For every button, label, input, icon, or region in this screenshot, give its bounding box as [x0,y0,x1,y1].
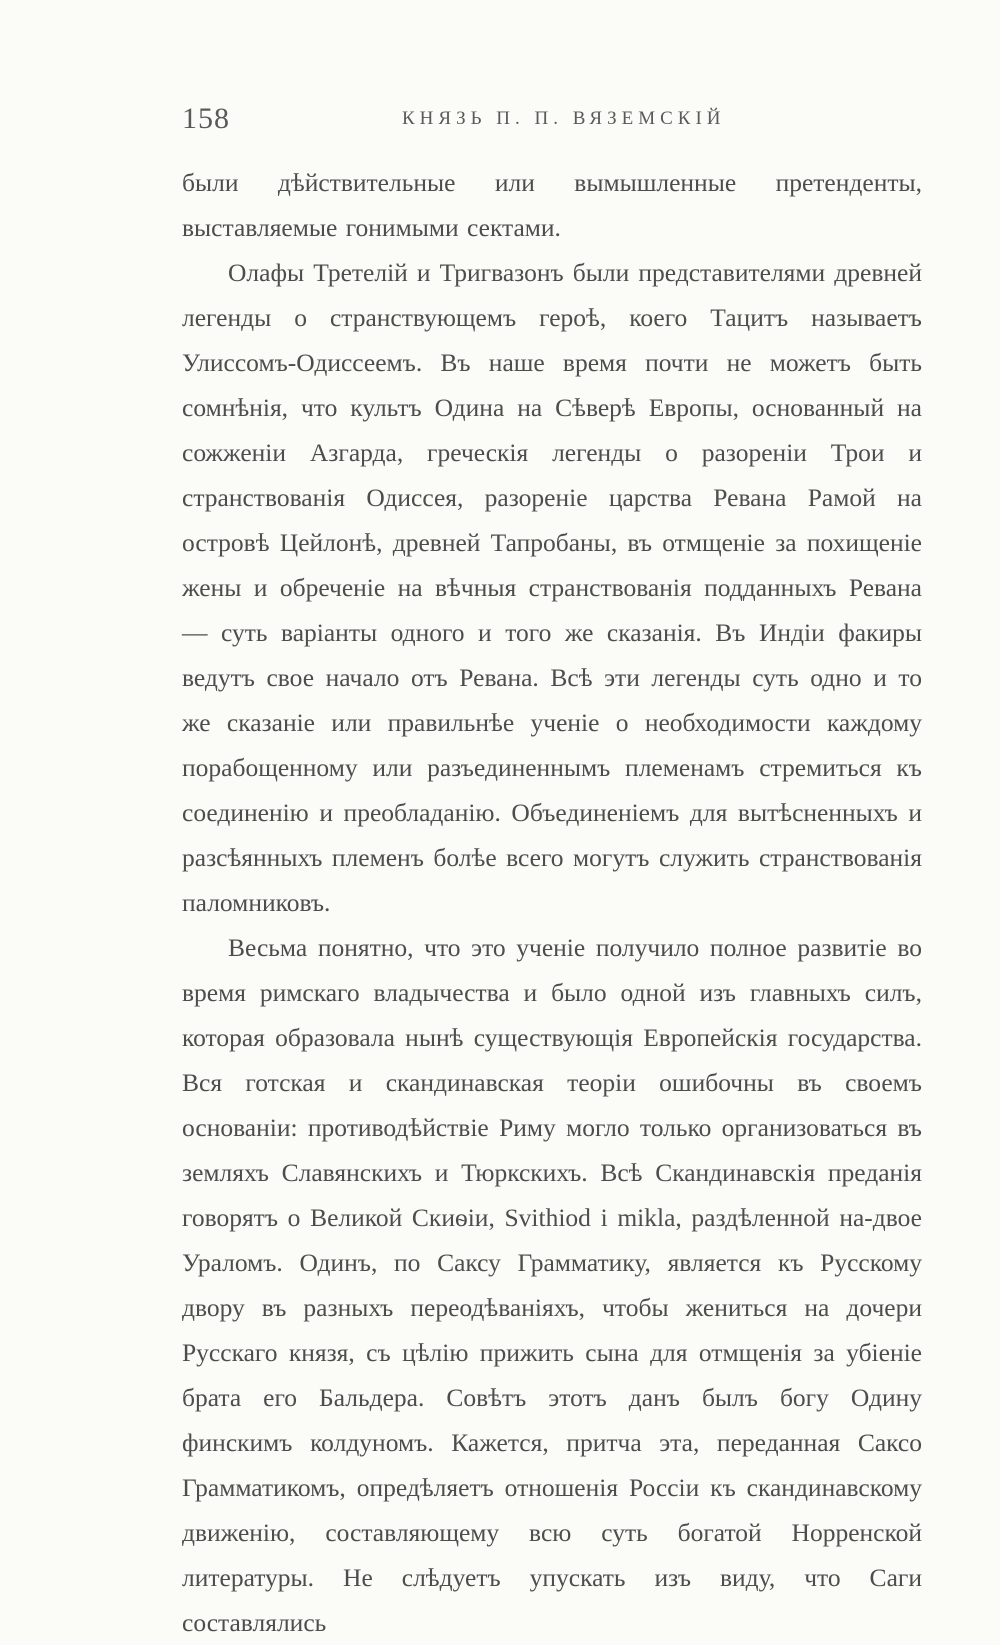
paragraph-roman-rule: Весьма понятно, что это ученіе получило полное развитіе во время римскаго владычества и было одной изъ главныхъ силъ, которая образовала нынѣ существующія Европейскія государства. Вся готская и скандинавская теоріи ошибочны въ своемъ основаніи: противодѣйствіе Риму могло только организоваться въ земляхъ Славянскихъ и Тюркскихъ. Всѣ Скандинавскія преданія говорятъ о Великой Скиѳіи, Svithiod i mikla, раздѣленной на-двое Ураломъ. Одинъ, по Саксу Грамматику, является къ Русскому двору въ разныхъ переодѣваніяхъ, чтобы жениться на дочери Русскаго князя, съ цѣлію прижить сына для отмщенія за убіеніе брата его Бальдера. Совѣтъ этотъ данъ былъ богу Одину финскимъ колдуномъ. Кажется, притча эта, переданная Саксо Грамматикомъ, опредѣляетъ отношенія Россіи къ скандинавскому движенію, составляющему всю суть богатой Норренской литературы. Не слѣдуетъ упускать изъ виду, что Саги составлялись [182,933,922,1637]
paragraph-olafs: Олафы Третелій и Тригвазонъ были представителями древней легенды о странствующемъ героѣ, коего Тацитъ называетъ Улиссомъ-Одиссеемъ. Въ наше время почти не можетъ быть сомнѣнія, что культъ Одина на Сѣверѣ Европы, основанный на сожженіи Азгарда, греческія легенды о разореніи Трои и странствованія Одиссея, разореніе царства Ревана Рамой на островѣ Цейлонѣ, древней Тапробаны, въ отмщеніе за похищеніе жены и обреченіе на вѣчныя странствованія подданныхъ Ревана — суть варіанты одного и того же сказанія. Въ Индіи факиры ведутъ свое начало отъ Ревана. Всѣ эти легенды суть одно и то же сказаніе или правильнѣе ученіе о необходимости каждому порабощенному или разъединеннымъ племенамъ стремиться къ соединенію и преобладанію. Объединеніемъ для вытѣсненныхъ и разсѣянныхъ племенъ болѣе всего могутъ служить странствованія паломниковъ. [182,258,922,917]
running-head: КНЯЗЬ П. П. ВЯЗЕМСКІЙ [402,108,726,129]
paragraph-continuation: были дѣйствительные или вымышленные претенденты, выставляемые гонимыми сектами. [182,168,922,242]
page-number: 158 [182,102,230,135]
page-header [182,98,920,142]
body-text [182,160,922,1645]
